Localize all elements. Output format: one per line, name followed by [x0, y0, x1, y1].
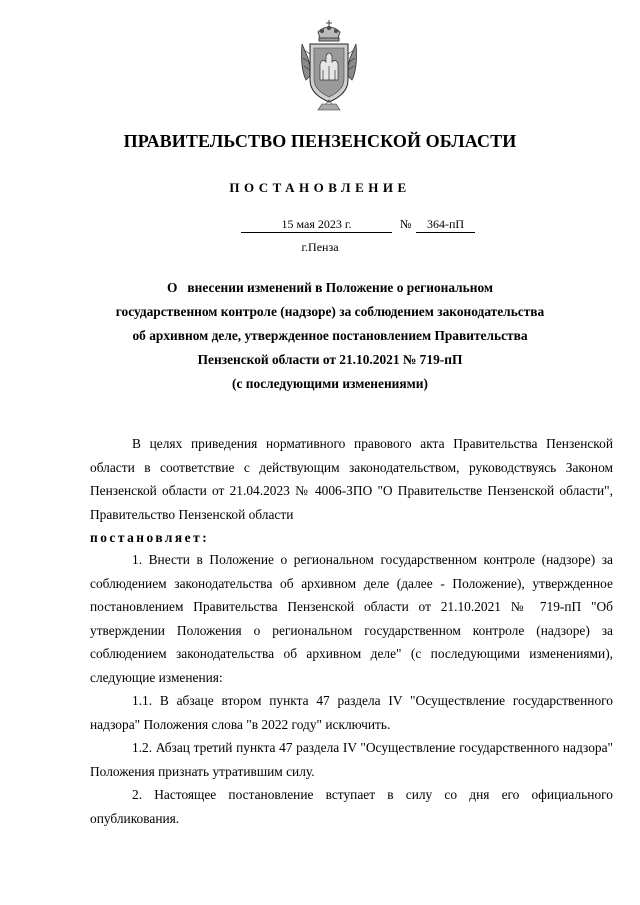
intro-paragraph — [90, 432, 613, 550]
document-type: ПОСТАНОВЛЕНИЕ — [229, 180, 411, 195]
item-1-text: 1. Внести в Положение о региональном государственном контроле (надзоре) за соблюдением законодательства об архивном деле (далее - Положение), утвержденное постановлением Правительства Пензенской области от 21.10.2021 № 719-пП "Об утверждении Положения о региональном государственном контроле (надзоре) за соблюдением законодательства об архивном деле" (с последующими изменениями), следующие изменения: — [90, 552, 613, 685]
intro-text: В целях приведения нормативного правового акта Правительства Пензенской области в соответствие с действующим законодательством, руководствуясь Законом Пензенской области от 21.04.2023 № 4006-ЗПО "О Правительстве Пензенской области", Правительство Пензенской области — [90, 436, 613, 522]
item-2-text: 2. Настоящее постановление вступает в силу со дня его официального опубликования. — [90, 787, 613, 826]
city: г.Пенза — [301, 240, 339, 254]
decree-date: 15 мая 2023 г. — [241, 216, 392, 233]
decrees-word: постановляет: — [90, 530, 210, 546]
item-2-paragraph — [90, 783, 613, 830]
number-sign: № — [400, 217, 412, 231]
item-1-2-text: 1.2. Абзац третий пункта 47 раздела IV "Осуществление государственного надзора" Положения признать утратившим силу. — [90, 740, 613, 779]
subject-line: Пензенской области от 21.10.2021 № 719-пП — [197, 352, 463, 367]
item-1-1-text: 1.1. В абзаце втором пункта 47 раздела IV "Осуществление государственного надзора" Положения слова "в 2022 году" исключить. — [90, 693, 613, 732]
government-title: ПРАВИТЕЛЬСТВО ПЕНЗЕНСКОЙ ОБЛАСТИ — [123, 131, 517, 151]
decree-number: 364-пП — [416, 216, 475, 233]
item-1-paragraph — [90, 548, 613, 690]
decree-subject — [60, 276, 600, 396]
subject-line: О внесении изменений в Положение о региональном — [166, 280, 494, 295]
penza-oblast-coat-of-arms-icon — [296, 18, 362, 116]
subject-line: об архивном деле, утвержденное постановлением Правительства — [132, 328, 528, 343]
item-1-1-paragraph — [90, 689, 613, 736]
item-1-2-paragraph — [90, 736, 613, 783]
subject-line: государственном контроле (надзоре) за соблюдением законодательства — [115, 304, 545, 319]
subject-line: (с последующими изменениями) — [232, 376, 428, 391]
